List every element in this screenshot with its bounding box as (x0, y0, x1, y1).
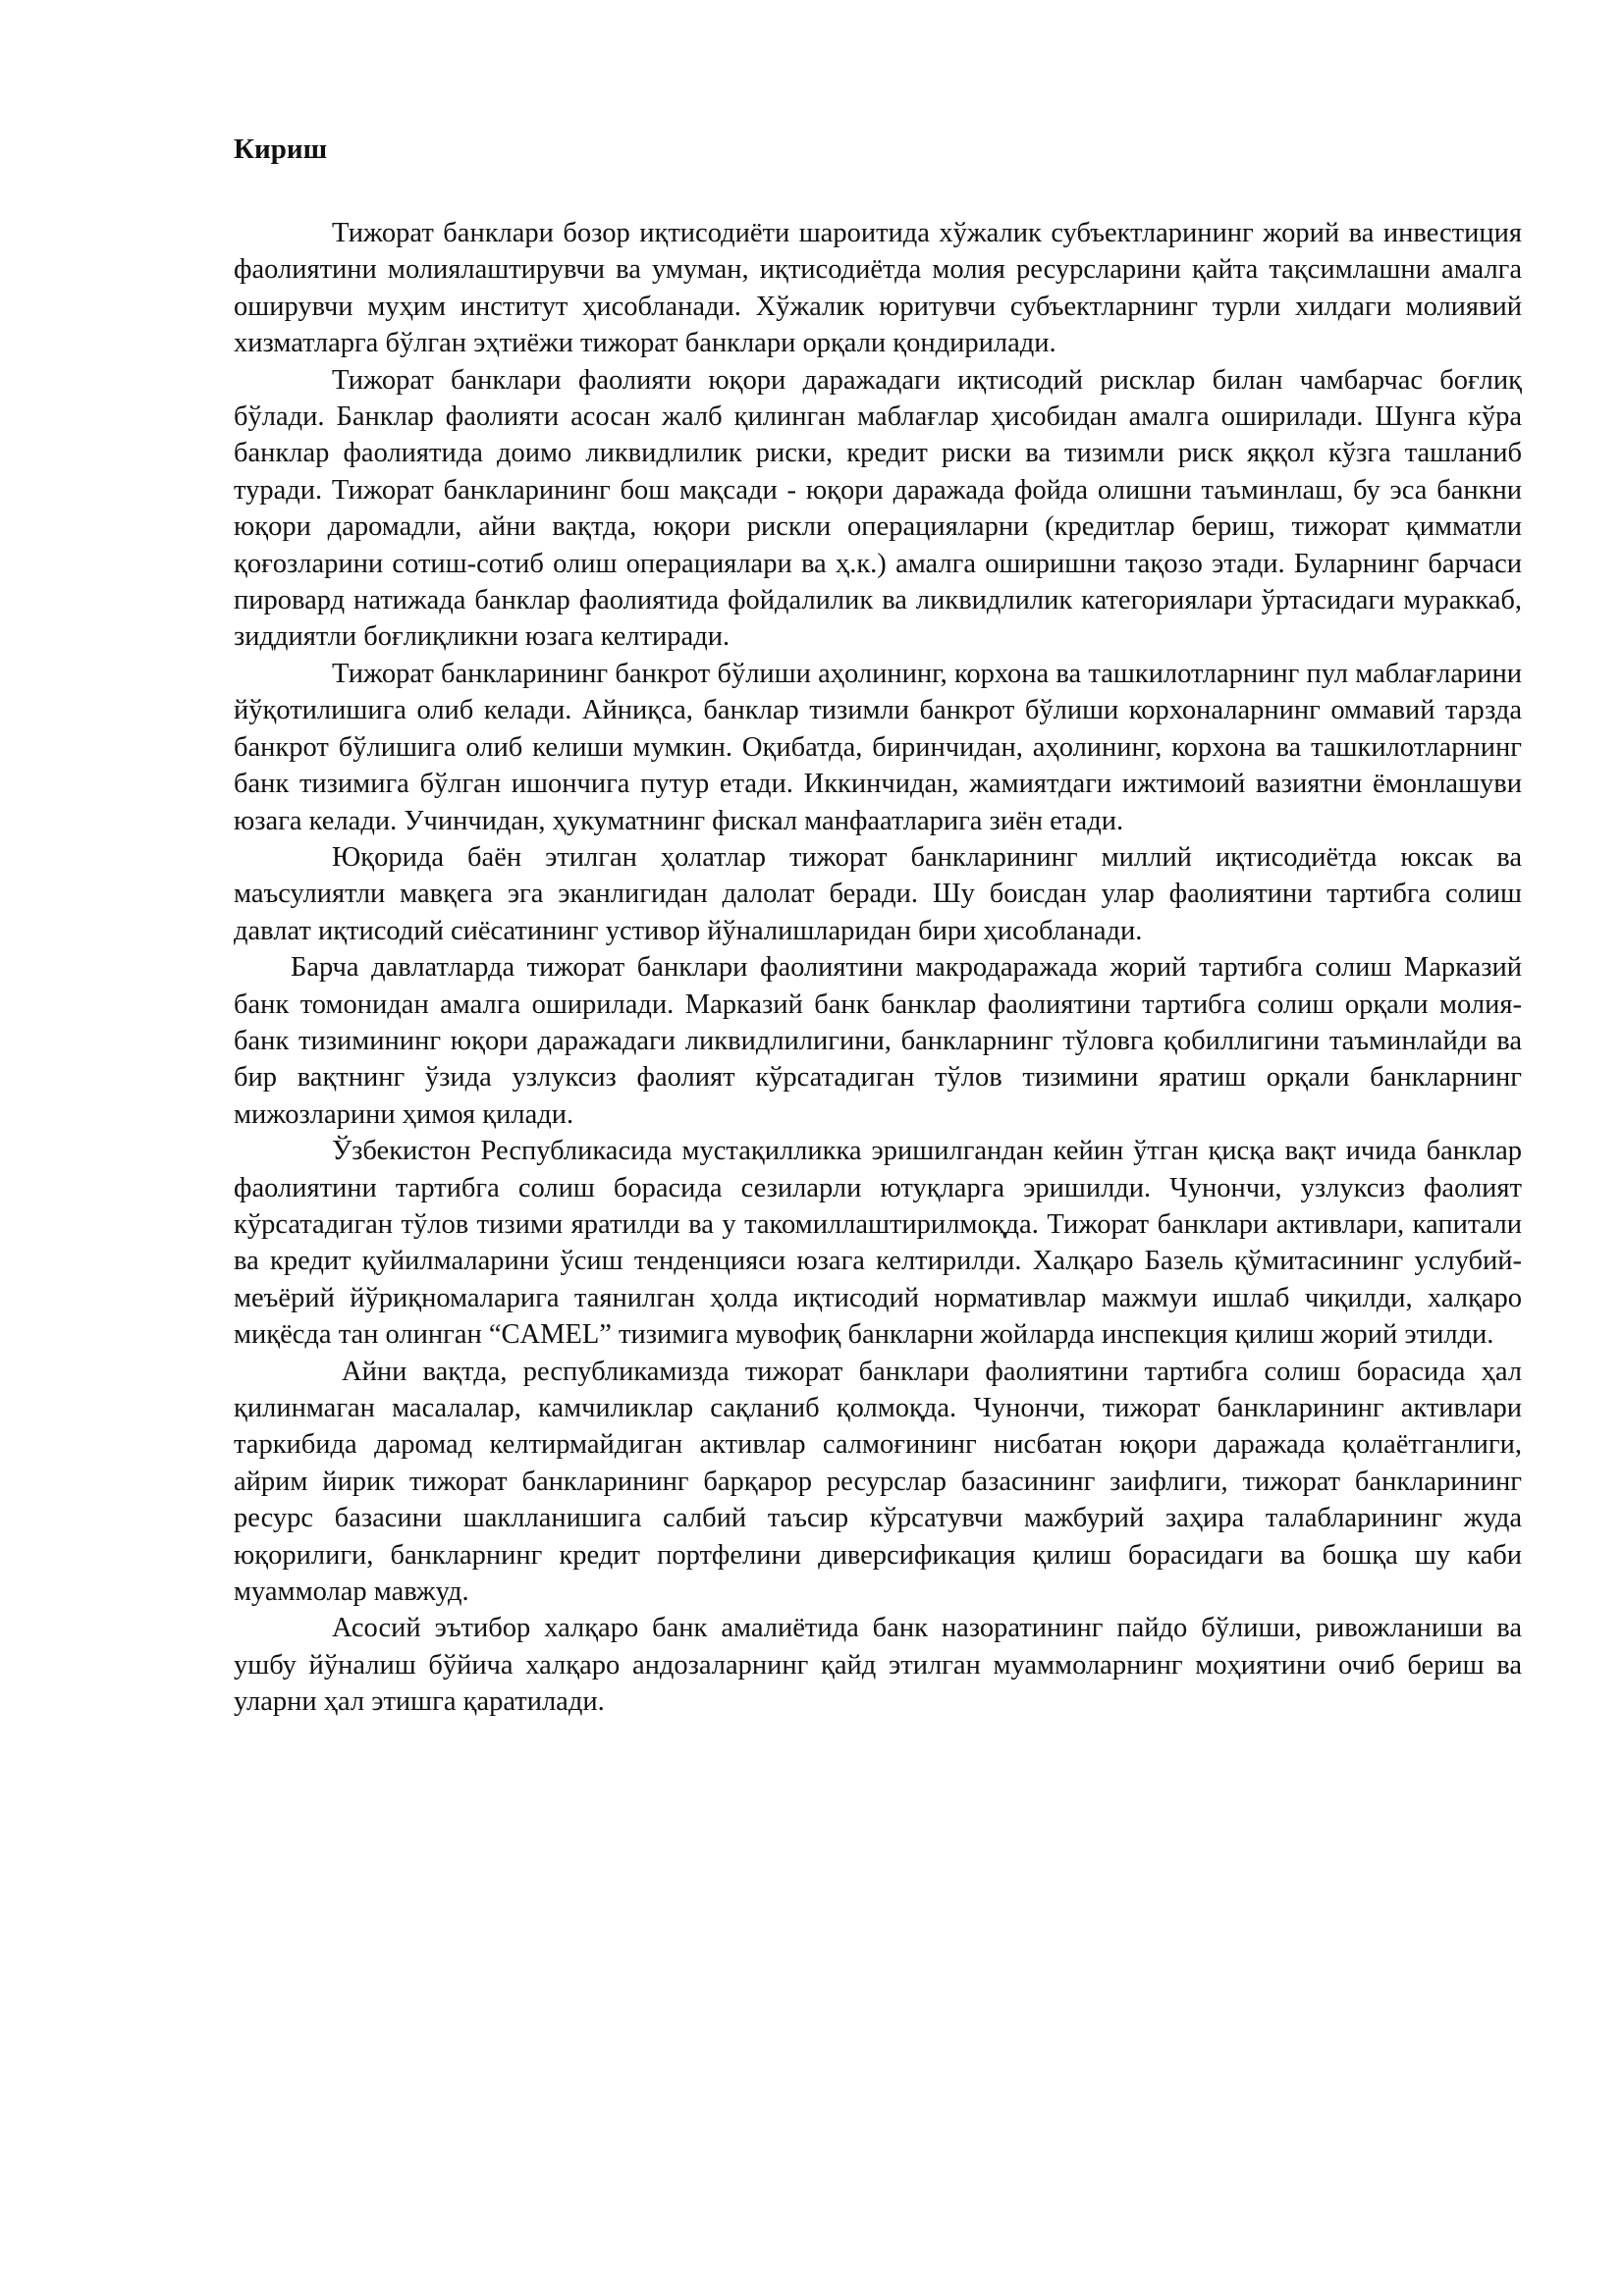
document-body (234, 132, 1522, 1721)
paragraph-2: Тижорат банклари фаолияти юқори даражадаги иқтисодий рисклар билан чамбарчас боғлиқ бўлади. Банклар фаолияти асосан жалб қилинган маблағлар ҳисобидан амалга оширилади. Шунга кўра банклар фаолиятида доимо ликвидлилик риски, кредит риски ва тизимли риск яққол кўзга ташланиб туради. Тижорат банкларининг бош мақсади - юқори даражада фойда олишни таъминлаш, бу эса банкни юқори даромадли, айни вақтда, юқори рискли операцияларни (кредитлар бериш, тижорат қимматли қоғозларини сотиш-сотиб олиш операциялари ва ҳ.к.) амалга оширишни тақозо этади. Буларнинг барчаси пировард натижада банклар фаолиятида фойдалилик ва ликвидлилик категориялари ўртасидаги мураккаб, зиддиятли боғлиқликни юзага келтиради. (234, 364, 1522, 653)
paragraph-6: Ўзбекистон Республикасида мустақилликка эришилгандан кейин ўтган қисқа вақт ичида банклар фаолиятини тартибга солиш борасида сезиларли ютуқларга эришилди. Чунончи, узлуксиз фаолият кўрсатадиган тўлов тизими яратилди ва у такомиллаштирилмоқда. Тижорат банклари активлари, капитали ва кредит қуйилмаларини ўсиш тенденцияси юзага келтирилди. Халқаро Базель қўмитасининг услубий-меъёрий йўриқномаларига таянилган ҳолда иқтисодий нормативлар мажмуи ишлаб чиқилди, халқаро миқёсда тан олинган “CAMEL” тизимига мувофиқ банкларни жойларда инспекция қилиш жорий этилди. (234, 1136, 1522, 1351)
paragraph-7: Айни вақтда, республикамизда тижорат банклари фаолиятини тартибга солиш борасида ҳал қилинмаган масалалар, камчиликлар сақланиб қолмоқда. Чунончи, тижорат банкларининг активлари таркибида даромад келтирмайдиган активлар салмоғининг нисбатан юқори даражада қолаётганлиги, айрим йирик тижорат банкларининг барқарор ресурслар базасининг заифлиги, тижорат банкларининг ресурс базасини шаклланишига салбий таъсир кўрсатувчи мажбурий заҳира талабларининг жуда юқорилиги, банкларнинг кредит портфелини диверсификация қилиш борасидаги ва бошқа шу каби муаммолар мавжуд. (234, 1356, 1522, 1608)
paragraph-5: Барча давлатларда тижорат банклари фаолиятини макродаражада жорий тартибга солиш Марказий банк томонидан амалга оширилади. Марказий банк банклар фаолиятини тартибга солиш орқали молия-банк тизимининг юқори даражадаги ликвидлилигини, банкларнинг тўловга қобиллигини таъминлайди ва бир вақтнинг ўзида узлуксиз фаолият кўрсатадиган тўлов тизимини яратиш орқали банкларнинг мижозларини ҳимоя қилади. (234, 952, 1522, 1130)
paragraph-1: Тижорат банклари бозор иқтисодиёти шароитида хўжалик субъектларининг жорий ва инвестиция фаолиятини молиялаштирувчи ва умуман, иқтисодиётда молия ресурсларини қайта тақсимлашни амалга оширувчи муҳим институт ҳисобланади. Хўжалик юритувчи субъектларнинг турли хилдаги молиявий хизматларга бўлган эҳтиёжи тижорат банклари орқали қондирилади. (234, 218, 1522, 359)
paragraph-3: Тижорат банкларининг банкрот бўлиши аҳолининг, корхона ва ташкилотларнинг пул маблағларини йўқотилишига олиб келади. Айниқса, банклар тизимли банкрот бўлиши корхоналарнинг оммавий тарзда банкрот бўлишига олиб келиши мумкин. Оқибатда, биринчидан, аҳолининг, корхона ва ташкилотларнинг банк тизимига бўлган ишончига путур етади. Иккинчидан, жамиятдаги ижтимоий вазиятни ёмонлашуви юзага келади. Учинчидан, ҳукуматнинг фискал манфаатларига зиён етади. (234, 658, 1522, 836)
paragraph-4: Юқорида баён этилган ҳолатлар тижорат банкларининг миллий иқтисодиётда юксак ва маъсулиятли мавқега эга эканлигидан далолат беради. Шу боисдан улар фаолиятини тартибга солиш давлат иқтисодий сиёсатининг устивор йўналишларидан бири ҳисобланади. (234, 841, 1522, 946)
paragraph-8: Асосий эътибор халқаро банк амалиётида банк назоратининг пайдо бўлиши, ривожланиши ва ушбу йўналиш бўйича халқаро андозаларнинг қайд этилган муаммоларнинг моҳиятини очиб бериш ва уларни ҳал этишга қаратилади. (234, 1613, 1522, 1718)
section-heading: Кириш (234, 133, 328, 165)
